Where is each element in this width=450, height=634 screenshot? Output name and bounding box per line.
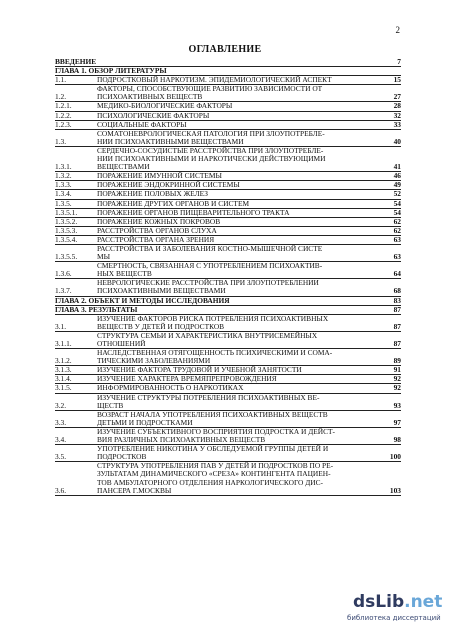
toc-row-title: ИЗУЧЕНИЕ СТРУКТУРЫ ПОТРЕБЛЕНИЯ ПСИХОАКТИВНЫХ ВЕ- ЩЕСТВ <box>97 392 320 410</box>
toc-row-number: 1.2.3. <box>55 119 72 129</box>
toc-row-page: 54 <box>393 207 401 217</box>
toc-row-number: 3.3. <box>55 417 67 427</box>
toc-row-number: 3.1.3. <box>55 365 72 375</box>
dslib-logo <box>353 592 442 612</box>
toc-row-title: ИНФОРМИРОВАННОСТЬ О НАРКОТИКАХ <box>97 383 244 393</box>
toc-row-title: ГЛАВА 2. ОБЪЕКТ И МЕТОДЫ ИССЛЕДОВАНИЯ <box>55 295 230 305</box>
toc-row <box>55 315 401 332</box>
toc-row <box>55 445 401 462</box>
toc-row-page: 93 <box>393 400 401 410</box>
toc-row <box>55 262 401 279</box>
watermark-subtitle: библиотека диссертаций <box>347 614 441 622</box>
table-of-contents <box>55 58 401 496</box>
toc-row-page: 92 <box>393 374 401 384</box>
toc-row-number: 1.3.4. <box>55 189 72 199</box>
watermark-logo <box>347 592 449 630</box>
toc-row <box>55 85 401 102</box>
toc-row-number: 1.3.5.4. <box>55 234 78 244</box>
toc-row-title: ГЛАВА 1. ОБЗОР ЛИТЕРАТУРЫ <box>55 66 167 76</box>
toc-row-page: 27 <box>393 92 401 102</box>
toc-row-number: 3.1.5. <box>55 383 72 393</box>
toc-row-number: 3.1.4. <box>55 374 72 384</box>
toc-row-title: СЕРДЕЧНО-СОСУДИСТЫЕ РАССТРОЙСТВА ПРИ ЗЛОУПОТРЕБЛЕ- НИИ ПСИХОАКТИВНЫМИ И НАРКОТИЧЕСКИ ДЕЙСТВУЮЩИМИ ВЕЩЕСТВАМИ <box>97 145 326 172</box>
toc-row-page: 49 <box>393 180 401 190</box>
toc-row-number: 1.1. <box>55 75 67 85</box>
toc-row-number: 3.1. <box>55 321 67 331</box>
toc-row-title: ПСИХОЛОГИЧЕСКИЕ ФАКТОРЫ <box>97 110 210 120</box>
toc-row-page: 52 <box>393 189 401 199</box>
toc-row-page: 89 <box>393 356 401 366</box>
toc-row <box>55 279 401 296</box>
toc-row-page: 87 <box>393 339 401 348</box>
toc-row-title: ВОЗРАСТ НАЧАЛА УПОТРЕБЛЕНИЯ ПСИХОАКТИВНЫХ ВЕЩЕСТВ ДЕТЬМИ И ПОДРОСТКАМИ <box>97 409 328 427</box>
toc-row-number: 3.1.1. <box>55 339 72 348</box>
toc-row-title: ИЗУЧЕНИЕ ФАКТОРОВ РИСКА ПОТРЕБЛЕНИЯ ПСИХОАКТИВНЫХ ВЕЩЕСТВ У ДЕТЕЙ И ПОДРОСТКОВ <box>97 313 329 331</box>
toc-row <box>55 411 401 428</box>
toc-row-page: 103 <box>389 485 401 495</box>
toc-row-number: 1.3.5.3. <box>55 225 78 235</box>
toc-title: ОГЛАВЛЕНИЕ <box>188 44 262 55</box>
toc-row-page: 63 <box>393 234 401 244</box>
toc-row-title: ПОРАЖЕНИЕ ИМУННОЙ СИСТЕМЫ <box>97 171 222 181</box>
toc-row-page: 7 <box>397 57 401 66</box>
toc-row-number: 3.2. <box>55 400 67 410</box>
toc-row-page: 33 <box>393 119 401 129</box>
toc-row-page: 54 <box>393 198 401 208</box>
toc-row-number: 1.3.5.2. <box>55 216 78 226</box>
toc-row-title: РАССТРОЙСТВА ОРГАНА ЗРЕНИЯ <box>97 234 215 244</box>
toc-row-page: 100 <box>389 452 401 462</box>
toc-row-page: 68 <box>393 286 401 296</box>
toc-row-title: ПОРАЖЕНИЕ ДРУГИХ ОРГАНОВ И СИСТЕМ <box>97 198 250 208</box>
toc-row-title: ИЗУЧЕНИЕ СУБЪЕКТИВНОГО ВОСПРИЯТИЯ ПОДРОСТКА И ДЕЙСТ- ВИЯ РАЗЛИЧНЫХ ПСИХОАКТИВНЫХ ВЕЩЕСТВ <box>97 426 336 445</box>
toc-row <box>55 147 401 172</box>
toc-row-page: 62 <box>393 216 401 226</box>
toc-row-title: СМЕРТНОСТЬ, СВЯЗАННАЯ С УПОТРЕБЛЕНИЕМ ПСИХОАКТИВ- НЫХ ВЕЩЕСТВ <box>97 261 323 279</box>
toc-row <box>55 349 401 366</box>
toc-row-title: ПОДРОСТКОВЫЙ НАРКОТИЗМ. ЭПИДЕМИОЛОГИЧЕСКИЙ АСПЕКТ <box>97 75 332 85</box>
toc-row-title: ПОРАЖЕНИЕ ЭНДОКРИННОЙ СИСТЕМЫ <box>97 180 240 190</box>
toc-row-number: 3.1.2. <box>55 356 72 366</box>
page-number: 2 <box>395 25 400 35</box>
toc-row-page: 41 <box>393 162 401 172</box>
toc-row-number: 1.2. <box>55 92 67 102</box>
toc-row-number: 1.3. <box>55 136 67 146</box>
toc-row-title: СОЦИАЛЬНЫЕ ФАКТОРЫ <box>97 119 187 129</box>
toc-row <box>55 462 401 495</box>
toc-row-title: ИЗУЧЕНИЕ ФАКТОРА ТРУДОВОЙ И УЧЕБНОЙ ЗАНЯТОСТИ <box>97 365 302 375</box>
toc-row-page: 46 <box>393 171 401 181</box>
toc-row-number: 1.2.2. <box>55 110 72 120</box>
toc-row-page: 32 <box>393 110 401 120</box>
toc-row-title: ИЗУЧЕНИЕ ХАРАКТЕРА ВРЕМЯПРЕПРОВОЖДЕНИЯ <box>97 374 277 384</box>
toc-row-page: 98 <box>393 435 401 445</box>
toc-row <box>55 130 401 147</box>
toc-row-page: 40 <box>393 136 401 146</box>
logo-main-text: dsLib <box>353 592 405 612</box>
toc-row-title: ПОРАЖЕНИЕ ОРГАНОВ ПИЩЕВАРИТЕЛЬНОГО ТРАКТА <box>97 207 290 217</box>
toc-row-page: 87 <box>393 304 401 314</box>
toc-row-title: ФАКТОРЫ, СПОСОБСТВУЮЩИЕ РАЗВИТИЮ ЗАВИСИМОСТИ ОТ ПСИХОАКТИВНЫХ ВЕЩЕСТВ <box>97 84 323 102</box>
toc-row-title: МЕДИКО-БИОЛОГИЧЕСКИЕ ФАКТОРЫ <box>97 101 233 111</box>
toc-row <box>55 394 401 411</box>
logo-accent-text: .net <box>404 592 443 612</box>
toc-row-title: УПОТРЕБЛЕНИЕ НИКОТИНА У ОБСЛЕДУЕМОЙ ГРУППЫ ДЕТЕЙ И ПОДРОСТКОВ <box>97 444 329 462</box>
toc-row-page: 63 <box>393 252 401 262</box>
toc-row-title: СТРУКТУРА СЕМЬИ И ХАРАКТЕРИСТИКА ВНУТРИСЕМЕЙНЫХ ОТНОШЕНИЙ <box>97 330 318 348</box>
toc-row-number: 3.6. <box>55 485 67 495</box>
toc-row-number: 1.3.1. <box>55 162 72 172</box>
toc-row-number: 1.3.3. <box>55 180 72 190</box>
toc-row <box>55 245 401 262</box>
toc-row-page: 91 <box>393 365 401 375</box>
toc-row-title: ГЛАВА 3. РЕЗУЛЬТАТЫ <box>55 304 138 314</box>
toc-row-page: 87 <box>393 321 401 331</box>
toc-row-page: 83 <box>393 295 401 305</box>
toc-row-page: 92 <box>393 383 401 393</box>
toc-row-title: РАССТРОЙСТВА И ЗАБОЛЕВАНИЯ КОСТНО-МЫШЕЧНОЙ СИСТЕ МЫ <box>97 243 323 262</box>
toc-row-page: 97 <box>393 417 401 427</box>
toc-row-title: НАСЛЕДСТВЕННАЯ ОТЯГОЩЕННОСТЬ ПСИХИЧЕСКИМИ И СОМА- ТИЧЕСКИМИ ЗАБОЛЕВАНИЯМИ <box>97 348 333 366</box>
toc-row-title: ВВЕДЕНИЕ <box>55 57 97 66</box>
toc-row-page: 28 <box>393 101 401 111</box>
toc-row-title: СОМАТОНЕВРОЛОГИЧЕСКАЯ ПАТОЛОГИЯ ПРИ ЗЛОУПОТРЕБЛЕ- НИИ ПСИХОАКТИВНЫМИ ВЕЩЕСТВАМИ <box>97 128 325 146</box>
toc-row-number: 3.5. <box>55 452 67 462</box>
toc-row-number: 1.2.1. <box>55 101 72 111</box>
toc-row-title: НЕВРОЛОГИЧЕСКИЕ РАССТРОЙСТВА ПРИ ЗЛОУПОТРЕБЛЕНИИ ПСИХОАКТИВНЫМИ ВЕЩЕСТВАМИ <box>97 278 319 296</box>
toc-row-title: СТРУКТУРА УПОТРЕБЛЕНИЯ ПАВ У ДЕТЕЙ И ПОДРОСТКОВ ПО РЕ- ЗУЛЬТАТАМ ДИНАМИЧЕСКОГО «СРЕЗА» КОНТИНГЕНТА ПАЦИЕН- ТОВ АМБУЛАТОРНОГО ОТДЕЛЕНИЯ НАРКОЛОГИЧЕСКОГО ДИС- ПАНСЕРА Г.МОСКВЫ <box>97 461 334 495</box>
toc-row-number: 1.3.5.1. <box>55 207 78 217</box>
toc-row-title: РАССТРОЙСТВА ОРГАНОВ СЛУХА <box>97 225 217 235</box>
toc-row-page: 15 <box>393 75 401 85</box>
toc-row <box>55 428 401 445</box>
toc-row-number: 1.3.2. <box>55 171 72 181</box>
toc-row-number: 1.3.6. <box>55 269 72 279</box>
toc-row-page: 62 <box>393 225 401 235</box>
toc-row-page: 64 <box>393 269 401 279</box>
toc-row-number: 1.3.7. <box>55 286 72 296</box>
toc-row-title: ПОРАЖЕНИЕ ПОЛОВЫХ ЖЕЛЕЗ <box>97 189 208 199</box>
toc-row-number: 1.3.5. <box>55 198 72 208</box>
toc-row-number: 1.3.5.5. <box>55 252 78 262</box>
toc-row <box>55 332 401 349</box>
toc-row-number: 3.4. <box>55 435 67 445</box>
toc-row-title: ПОРАЖЕНИЕ КОЖНЫХ ПОКРОВОВ <box>97 216 221 226</box>
